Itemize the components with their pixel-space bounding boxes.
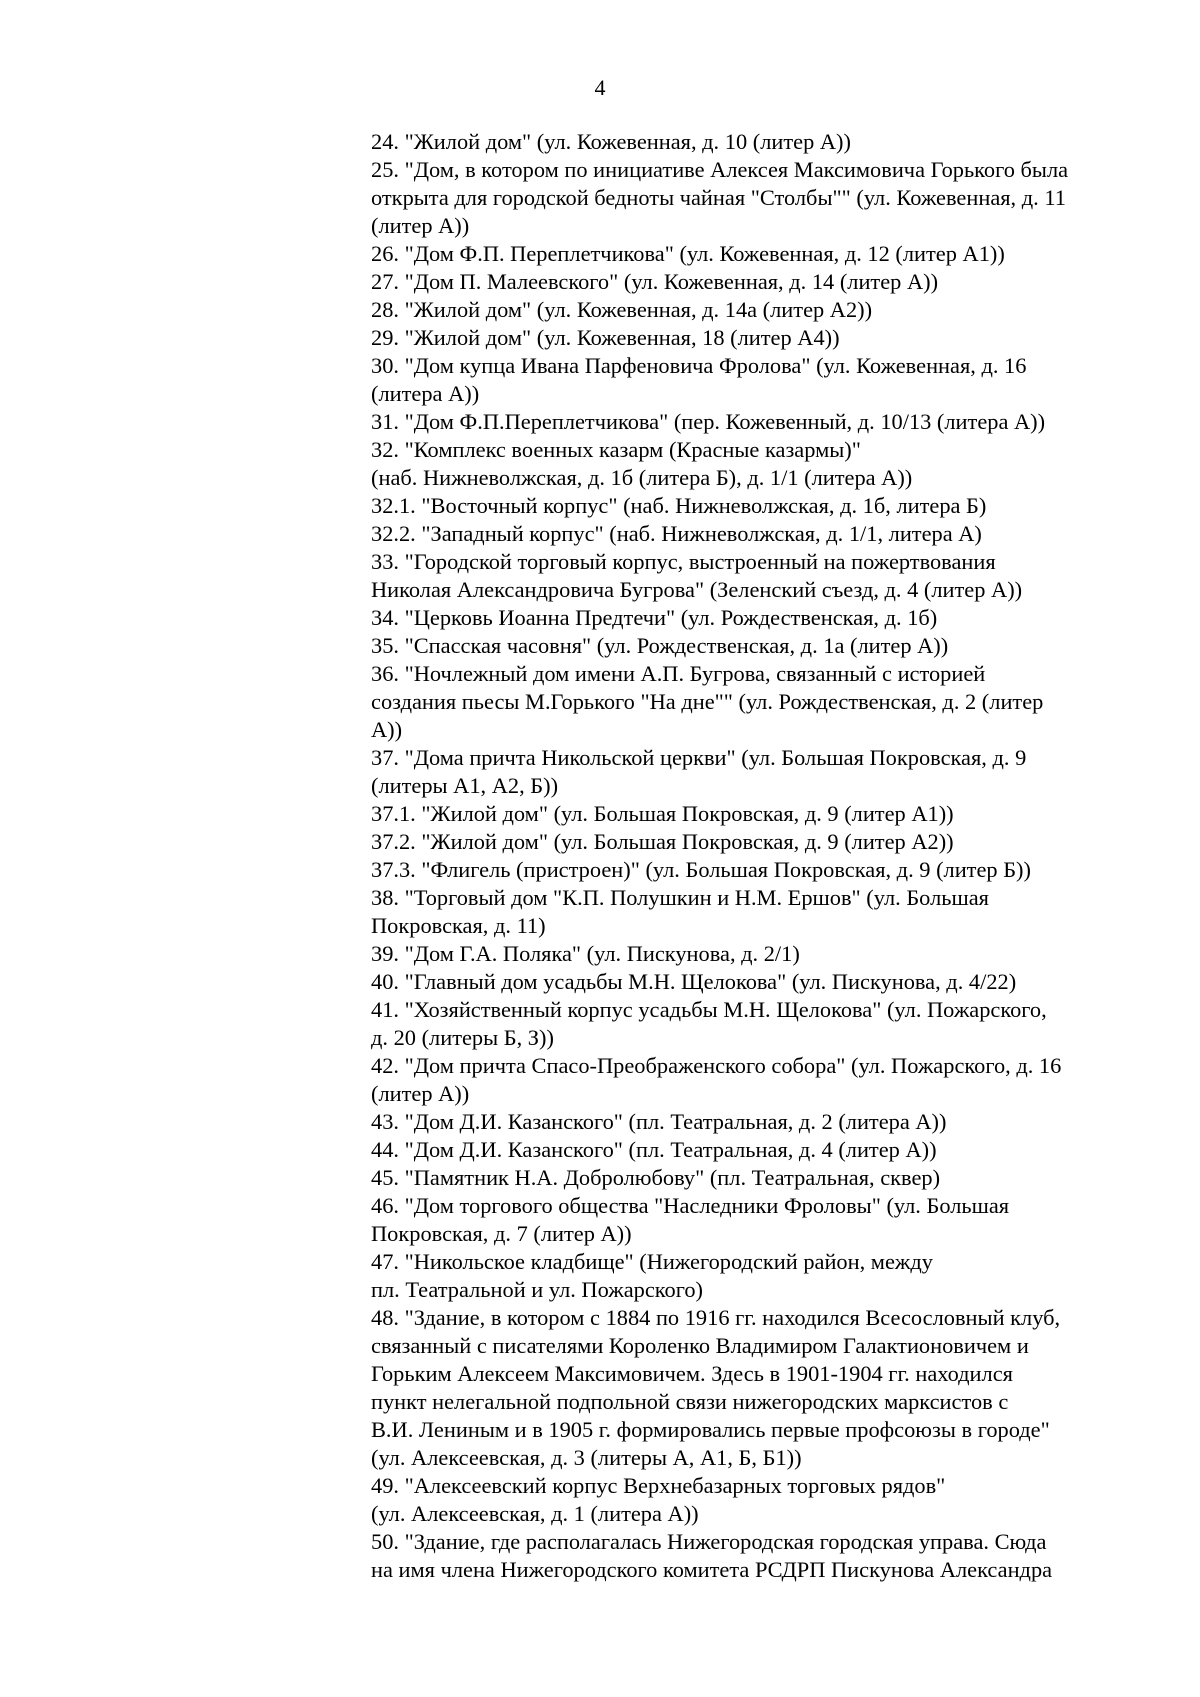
list-item [371, 1052, 1146, 1108]
list-item [371, 324, 1146, 352]
list-item-line: (ул. Алексеевская, д. 3 (литеры А, А1, Б, Б1)) [371, 1445, 802, 1470]
list-item [371, 1136, 1146, 1164]
list-item-line: (ул. Алексеевская, д. 1 (литера А)) [371, 1501, 699, 1526]
page-number: 4 [594, 75, 606, 100]
list-item-line: 41. "Хозяйственный корпус усадьбы М.Н. Щелокова" (ул. Пожарского, [371, 997, 1047, 1022]
list-item [371, 1164, 1146, 1192]
list-item-line: создания пьесы М.Горького "На дне"" (ул. Рождественская, д. 2 (литер [371, 689, 1044, 714]
list-item-line: Покровская, д. 7 (литер А)) [371, 1221, 632, 1246]
list-item [371, 1304, 1146, 1472]
list-item-line: 42. "Дом причта Спасо-Преображенского собора" (ул. Пожарского, д. 16 [371, 1053, 1062, 1078]
list-item-line: 44. "Дом Д.И. Казанского" (пл. Театральная, д. 4 (литер А)) [371, 1137, 937, 1162]
list-item [371, 828, 1146, 856]
list-item-line: 26. "Дом Ф.П. Переплетчикова" (ул. Кожевенная, д. 12 (литер А1)) [371, 241, 1005, 266]
list-item-line: д. 20 (литеры Б, З)) [371, 1025, 554, 1050]
list-item-line: 32.2. "Западный корпус" (наб. Нижневолжская, д. 1/1, литера А) [371, 521, 982, 546]
list-item [371, 856, 1146, 884]
list-item-line: 32. "Комплекс военных казарм (Красные казармы)" [371, 437, 861, 462]
list-item-line: Николая Александровича Бугрова" (Зеленский съезд, д. 4 (литер А)) [371, 577, 1023, 602]
list-item-line: (литер А)) [371, 213, 470, 238]
list-item [371, 1472, 1146, 1528]
list-item [371, 408, 1146, 436]
list-item-line: 24. "Жилой дом" (ул. Кожевенная, д. 10 (литер А)) [371, 129, 851, 154]
list-item-line: (литер А)) [371, 1081, 470, 1106]
list-item [371, 968, 1146, 996]
list-item-line: 32.1. "Восточный корпус" (наб. Нижневолжская, д. 1б, литера Б) [371, 493, 987, 518]
list-item-line: 29. "Жилой дом" (ул. Кожевенная, 18 (литер А4)) [371, 325, 840, 350]
list-item [371, 352, 1146, 408]
list-item [371, 996, 1146, 1052]
list-item-line: 36. "Ночлежный дом имени А.П. Бугрова, связанный с историей [371, 661, 986, 686]
list-item-line: 49. "Алексеевский корпус Верхнебазарных торговых рядов" [371, 1473, 946, 1498]
list-item-line: 35. "Спасская часовня" (ул. Рождественская, д. 1а (литер А)) [371, 633, 949, 658]
list-item-line: 37.3. "Флигель (пристроен)" (ул. Большая Покровская, д. 9 (литер Б)) [371, 857, 1031, 882]
list-item-line: (наб. Нижневолжская, д. 1б (литера Б), д. 1/1 (литера А)) [371, 465, 913, 490]
list-item [371, 800, 1146, 828]
list-item [371, 1248, 1146, 1304]
list-item-line: 37. "Дома причта Никольской церкви" (ул. Большая Покровская, д. 9 [371, 745, 1027, 770]
list-item [371, 436, 1146, 492]
list-item [371, 548, 1146, 604]
list-item-line: 31. "Дом Ф.П.Переплетчикова" (пер. Кожевенный, д. 10/13 (литера А)) [371, 409, 1046, 434]
list-item-line: 38. "Торговый дом "К.П. Полушкин и Н.М. Ершов" (ул. Большая [371, 885, 989, 910]
list-item-line: связанный с писателями Короленко Владимиром Галактионовичем и [371, 1333, 1029, 1358]
list-item [371, 1528, 1146, 1584]
list-item-line: 50. "Здание, где располагалась Нижегородская городская управа. Сюда [371, 1529, 1047, 1554]
list-item-line: 40. "Главный дом усадьбы М.Н. Щелокова" (ул. Пискунова, д. 4/22) [371, 969, 1017, 994]
list-item [371, 940, 1146, 968]
list-item-line: 27. "Дом П. Малеевского" (ул. Кожевенная, д. 14 (литер А)) [371, 269, 939, 294]
list-item [371, 156, 1146, 240]
list-item-line: на имя члена Нижегородского комитета РСДРП Пискунова Александра [371, 1557, 1053, 1582]
list-item [371, 1108, 1146, 1136]
list-item [371, 1192, 1146, 1248]
list-item-line: 39. "Дом Г.А. Поляка" (ул. Пискунова, д. 2/1) [371, 941, 800, 966]
list-item-line: (литеры А1, А2, Б)) [371, 773, 559, 798]
list-item-line: пункт нелегальной подпольной связи нижегородских марксистов с [371, 1389, 1009, 1414]
list-item [371, 604, 1146, 632]
list-item-line: открыта для городской бедноты чайная "Столбы"" (ул. Кожевенная, д. 11 [371, 185, 1066, 210]
list-item-line: 43. "Дом Д.И. Казанского" (пл. Театральная, д. 2 (литера А)) [371, 1109, 947, 1134]
list-item-line: 48. "Здание, в котором с 1884 по 1916 гг. находился Всесословный клуб, [371, 1305, 1061, 1330]
list-item-line: пл. Театральной и ул. Пожарского) [371, 1277, 703, 1302]
list-item-line: 47. "Никольское кладбище" (Нижегородский район, между [371, 1249, 933, 1274]
list-item-line: 37.2. "Жилой дом" (ул. Большая Покровская, д. 9 (литер А2)) [371, 829, 954, 854]
list-item-line: 45. "Памятник Н.А. Добролюбову" (пл. Театральная, сквер) [371, 1165, 941, 1190]
list-item-line: 37.1. "Жилой дом" (ул. Большая Покровская, д. 9 (литер А1)) [371, 801, 954, 826]
list-item [371, 520, 1146, 548]
list-item [371, 128, 1146, 156]
list-item [371, 744, 1146, 800]
list-item-line: А)) [371, 717, 403, 742]
list-item [371, 240, 1146, 268]
list-item-line: 30. "Дом купца Ивана Парфеновича Фролова" (ул. Кожевенная, д. 16 [371, 353, 1027, 378]
list-item-line: Покровская, д. 11) [371, 913, 546, 938]
monument-list [371, 128, 1146, 1584]
list-item-line: 25. "Дом, в котором по инициативе Алексея Максимовича Горького была [371, 157, 1069, 182]
list-item-line: (литера А)) [371, 381, 480, 406]
list-item-line: 46. "Дом торгового общества "Наследники Фроловы" (ул. Большая [371, 1193, 1010, 1218]
list-item-line: Горьким Алексеем Максимовичем. Здесь в 1901-1904 гг. находился [371, 1361, 1013, 1386]
list-item-line: 33. "Городской торговый корпус, выстроенный на пожертвования [371, 549, 996, 574]
list-item [371, 492, 1146, 520]
list-item [371, 296, 1146, 324]
list-item [371, 884, 1146, 940]
list-item [371, 268, 1146, 296]
list-item [371, 660, 1146, 744]
list-item-line: В.И. Лениным и в 1905 г. формировались первые профсоюзы в городе" [371, 1417, 1050, 1442]
list-item [371, 632, 1146, 660]
list-item-line: 34. "Церковь Иоанна Предтечи" (ул. Рождественская, д. 1б) [371, 605, 938, 630]
list-item-line: 28. "Жилой дом" (ул. Кожевенная, д. 14а (литер А2)) [371, 297, 873, 322]
